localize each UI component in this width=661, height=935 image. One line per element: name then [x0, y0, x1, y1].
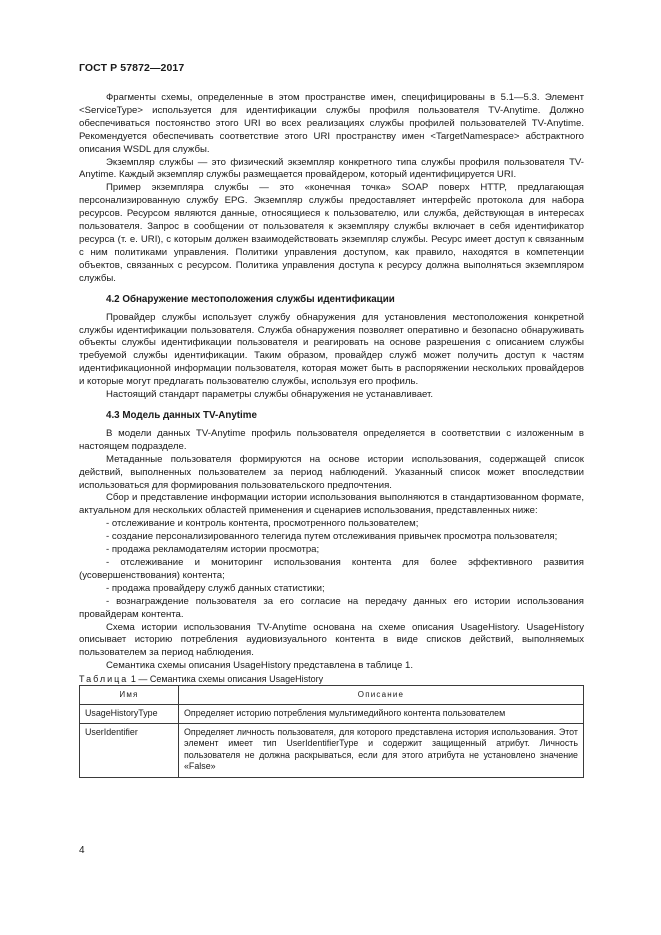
table-cell-description: Определяет историю потребления мультимедийного контента пользователем [179, 704, 584, 723]
column-header-name: Имя [80, 686, 179, 704]
table-cell-name: UserIdentifier [80, 723, 179, 777]
paragraph: Настоящий стандарт параметры службы обнаружения не устанавливает. [106, 389, 434, 401]
list-item: - продажа провайдеру служб данных статистики; [106, 582, 325, 594]
table-caption-label: Таблица [79, 674, 129, 685]
page-number: 4 [79, 845, 85, 856]
table-cell-description: Определяет личность пользователя, для которого представлена история использования. Этот элемент имеет тип UserIdentifierType и содержит защищенный атрибут. Личность пользователя не должна раскрываться, если для этого атрибута не установлено значение «False» [179, 723, 584, 777]
list-item: - продажа рекламодателям истории просмотра; [106, 544, 320, 556]
paragraph: Экземпляр службы — это физический экземпляр конкретного типа службы профиля пользователя TV-Anytime. Каждый экземпляр службы размещается провайдером, который идентифицируется URI. [79, 156, 584, 181]
paragraph: Схема истории использования TV-Anytime основана на схеме описания UsageHistory. UsageHistory описывает историю потребления аудиовизуального контента в виде списков действий, выполняемых пользователем за период наблюдения. [79, 621, 584, 659]
paragraph: Пример экземпляра службы — это «конечная точка» SOAP поверх HTTP, предлагающая персонализированную службу EPG. Экземпляр службы предоставляет интерфейс протокола для набора ресурсов. Ресурсом являются данные, относящиеся к пользователю, или служба, действующая в интересах пользователя. Запрос в сообщении от пользователя к экземпляру службы включает в себя идентификатор ресурса (т. е. URI), с которым должен взаимодействовать экземпляр службы. Ресурс имеет доступ к связанным с ним политиками управления. Политики управления доступом, как правило, находятся в компетенции объектов, связанных с ресурсом. Политика управления доступа к ресурсу должна выполняться экземпляром службы. [79, 182, 584, 284]
table-row [80, 723, 584, 777]
list-item: - отслеживание и мониторинг использования контента для более эффективного развития (усовершенствования) контента; [79, 557, 584, 581]
list-item: - отслеживание и контроль контента, просмотренного пользователем; [106, 518, 419, 530]
paragraph: В модели данных TV-Anytime профиль пользователя определяется в соответствии с изложенным в настоящем подразделе. [79, 427, 584, 452]
section-heading-4-3: 4.3 Модель данных TV-Anytime [106, 409, 257, 421]
paragraph: Фрагменты схемы, определенные в этом пространстве имен, специфицированы в 5.1—5.3. Элемент <ServiceType> используется для идентификации службы профиля пользователя TV-Anytime. Должно обеспечиваться постоянство этого URI во всех реализациях службы профилей пользователей TV-Anytime. Рекомендуется обеспечивать соответствие этого URI пространству имен <TargetNamespace> абстрактного описания WSDL для службы. [79, 92, 584, 155]
table-cell-name: UsageHistoryType [80, 704, 179, 723]
paragraph: Метаданные пользователя формируются на основе истории использования, содержащей список действий, выполненных пользователем за период наблюдений. Указанный список может впоследствии использоваться для формирования пользовательского предпочтения. [79, 453, 584, 491]
paragraph: Провайдер службы использует службу обнаружения для установления местоположения конкретной службы идентификации пользователя. Служба обнаружения позволяет оперативно и безопасно обнаруживать объекты службы идентификации пользователя и реагировать на основе разрешения с описанием службы требуемой службы идентификации. Таким образом, провайдер служб может получить доступ к частям идентификационной информации пользователя, которая может быть в распоряжении нескольких провайдеров и которые могут предлагать пользователю службы, используя его профиль. [79, 311, 584, 388]
page-content [79, 92, 584, 778]
table-row [80, 704, 584, 723]
table-header-row [80, 686, 584, 704]
column-header-description: Описание [179, 686, 584, 704]
list-item: - вознаграждение пользователя за его согласие на передачу данных его истории использования провайдерам контента. [79, 595, 584, 620]
standard-header: ГОСТ Р 57872—2017 [79, 62, 185, 74]
table-caption-text: 1 — Семантика схемы описания UsageHistory [130, 674, 324, 685]
list-item: - создание персонализированного телегида путем отслеживания привычек просмотра пользователя; [106, 531, 558, 543]
paragraph: Семантика схемы описания UsageHistory представлена в таблице 1. [106, 660, 413, 672]
semantics-table [79, 685, 584, 777]
paragraph: Сбор и представление информации истории использования выполняются в стандартизованном формате, актуальном для нескольких областей применения и сценариев использования, представленных ниже: [79, 492, 584, 517]
table-caption [79, 673, 584, 685]
section-heading-4-2: 4.2 Обнаружение местоположения службы идентификации [106, 293, 395, 305]
